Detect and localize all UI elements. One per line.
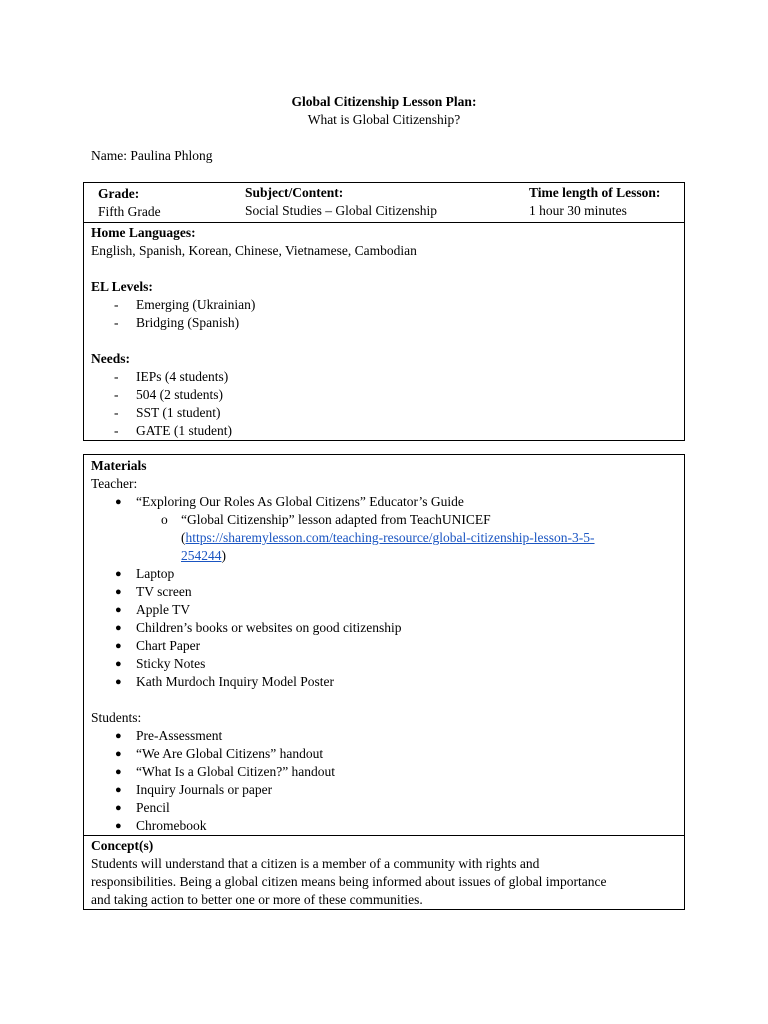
sub-list-item [91, 511, 677, 565]
list-item [91, 817, 677, 835]
subject-value: Social Studies – Global Citizenship [245, 203, 437, 218]
teacher-materials-list [91, 493, 677, 511]
list-item-text: Pencil [136, 800, 170, 815]
concepts-heading: Concept(s) [91, 838, 154, 853]
lesson-info-table [83, 182, 685, 441]
needs-label: Needs: [91, 351, 130, 366]
materials-concepts-table [83, 454, 685, 910]
list-item: - 504 (2 students) [91, 386, 677, 404]
list-item: - GATE (1 student) [91, 422, 677, 440]
list-item [91, 763, 677, 781]
bullet-icon: ● [115, 766, 122, 778]
list-item-text: “We Are Global Citizens” handout [136, 746, 324, 761]
time-length-label: Time length of Lesson: [529, 185, 661, 200]
paren-open: ( [181, 530, 186, 545]
list-item [91, 727, 677, 745]
el-levels-label: EL Levels: [91, 279, 153, 294]
bullet-icon: ● [115, 586, 122, 598]
list-item-text: TV screen [136, 584, 192, 599]
sub-item-link-line [181, 529, 677, 547]
teacher-materials-list-continued [91, 565, 677, 691]
concepts-row [84, 836, 685, 910]
bullet-icon: ● [115, 622, 122, 634]
list-item-text: “What Is a Global Citizen?” handout [136, 764, 336, 779]
list-item-text: Children’s books or websites on good citizenship [136, 620, 402, 635]
list-item [91, 565, 677, 583]
bullet-icon: ● [115, 820, 122, 832]
time-length-value: 1 hour 30 minutes [529, 203, 627, 218]
list-item [91, 601, 677, 619]
list-item-text: Chart Paper [136, 638, 201, 653]
list-item [91, 673, 677, 691]
list-item: - IEPs (4 students) [91, 368, 677, 386]
teachunicef-link-continued[interactable]: 254244 [181, 548, 222, 563]
bullet-icon: ● [115, 784, 122, 796]
lesson-info-header-row [84, 183, 685, 223]
needs-list [91, 368, 677, 440]
list-item [91, 799, 677, 817]
sub-item-link-line [181, 547, 677, 565]
bullet-icon: ● [115, 640, 122, 652]
bullet-icon: ● [115, 802, 122, 814]
concepts-line: and taking action to better one or more of these communities. [91, 892, 423, 907]
students-label: Students: [91, 710, 142, 725]
student-profile-row [84, 223, 685, 441]
list-item-text: Inquiry Journals or paper [136, 782, 273, 797]
bullet-icon: ● [115, 658, 122, 670]
materials-row [84, 455, 685, 836]
list-item-text: Kath Murdoch Inquiry Model Poster [136, 674, 334, 689]
paren-close: ) [221, 548, 226, 563]
sub-item-text: “Global Citizenship” lesson adapted from TeachUNICEF [181, 512, 491, 527]
list-item-text: Sticky Notes [136, 656, 206, 671]
list-item [91, 583, 677, 601]
circle-bullet-icon: o [161, 512, 168, 527]
grade-label: Grade: [98, 186, 140, 201]
list-item [91, 655, 677, 673]
lesson-plan-subtitle: What is Global Citizenship? [307, 112, 461, 127]
home-languages-label: Home Languages: [91, 225, 196, 240]
subject-label: Subject/Content: [245, 185, 344, 200]
teachunicef-link[interactable]: https://sharemylesson.com/teaching-resource/global-citizenship-lesson-3-5- [185, 530, 595, 545]
home-languages-value: English, Spanish, Korean, Chinese, Vietnamese, Cambodian [91, 243, 417, 258]
list-item: - SST (1 student) [91, 404, 677, 422]
bullet-icon: ● [115, 748, 122, 760]
list-item [91, 745, 677, 763]
list-item-text: “Exploring Our Roles As Global Citizens” Educator’s Guide [136, 494, 464, 509]
bullet-icon: ● [115, 568, 122, 580]
list-item: - Bridging (Spanish) [91, 314, 677, 332]
list-item [91, 493, 677, 511]
list-item [91, 781, 677, 799]
list-item [91, 637, 677, 655]
lesson-plan-title: Global Citizenship Lesson Plan: [291, 94, 477, 109]
bullet-icon: ● [115, 730, 122, 742]
el-levels-list [91, 296, 677, 332]
list-item [91, 619, 677, 637]
grade-value: Fifth Grade [98, 204, 161, 219]
author-name: Name: Paulina Phlong [91, 148, 213, 163]
bullet-icon: ● [115, 496, 122, 508]
teacher-sub-list [91, 511, 677, 565]
list-item-text: Laptop [136, 566, 175, 581]
list-item: - Emerging (Ukrainian) [91, 296, 677, 314]
teacher-label: Teacher: [91, 476, 138, 491]
bullet-icon: ● [115, 676, 122, 688]
list-item-text: Chromebook [136, 818, 207, 833]
materials-heading: Materials [91, 458, 147, 473]
concepts-line: Students will understand that a citizen is a member of a community with rights and [91, 856, 540, 871]
student-materials-list [91, 727, 677, 835]
concepts-line: responsibilities. Being a global citizen means being informed about issues of global importance [91, 874, 607, 889]
bullet-icon: ● [115, 604, 122, 616]
list-item-text: Pre-Assessment [136, 728, 223, 743]
list-item-text: Apple TV [136, 602, 191, 617]
